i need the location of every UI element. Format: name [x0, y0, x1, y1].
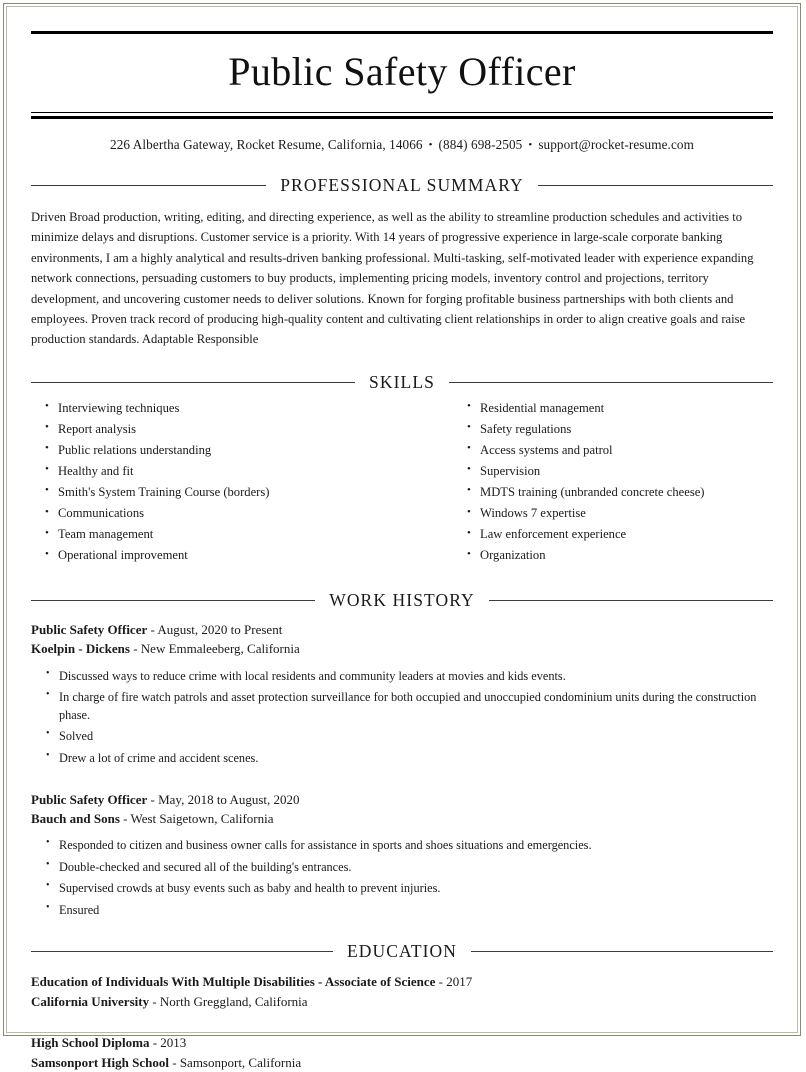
education-school-line [31, 1053, 773, 1072]
work-entry-title-line [31, 620, 773, 639]
skills-column-left [31, 400, 402, 569]
list-item: • Team management [31, 526, 402, 544]
list-item: • Interviewing techniques [31, 400, 402, 418]
heading-rule-left [31, 185, 266, 186]
job-title: Public Safety Officer [31, 622, 148, 638]
company-location: - New Emmaleeberg, California [129, 641, 300, 657]
list-item: • Drew a lot of crime and accident scenes. [31, 750, 773, 768]
list-item: • Communications [31, 505, 402, 523]
heading-rule-right [489, 600, 773, 601]
professional-summary-text: Driven Broad production, writing, editing, and directing experience, as well as the ability to streamline production schedules and activities to minimize delays and disruptions. Customer service is a priority. With 14 years of progressive experience in large-scale corporate banking environments, I am a highly analytical and results-driven banking professional. Multi-tasking, self-motivated leader with experience expanding network connections, persuading customers to buy products, implementing pricing models, inventory control and projections, territory development, and uncovering customer needs to deliver solutions. Known for forging profitable business partnerships with both clients and employees. Proven track record of producing high-quality content and cultivating client relationships in order to align creative goals and raise production standards. Adaptable Responsible [31, 210, 754, 347]
school-name: Samsonport High School [31, 1054, 169, 1070]
list-item: • Supervised crowds at busy events such as baby and health to prevent injuries. [31, 880, 773, 898]
list-item: • Double-checked and secured all of the building's entrances. [31, 859, 773, 877]
section-label: SKILLS [369, 371, 435, 392]
work-entry-company-line [31, 809, 773, 828]
list-item: • Smith's System Training Course (borders) [31, 484, 402, 502]
list-item: • Public relations understanding [31, 442, 402, 460]
list-item: • Residential management [453, 400, 773, 418]
work-entry-bullets [31, 837, 773, 919]
section-label: EDUCATION [346, 941, 458, 962]
section-label: WORK HISTORY [329, 590, 475, 611]
section-label: PROFESSIONAL SUMMARY [280, 175, 524, 195]
company-name: Bauch and Sons [31, 810, 120, 826]
heading-rule-left [31, 951, 333, 952]
company-location: - West Saigetown, California [119, 810, 274, 826]
list-item: • Operational improvement [31, 547, 402, 565]
contact-separator-1: • [428, 139, 433, 151]
skills-column-right [402, 400, 773, 569]
work-entry [31, 790, 773, 920]
skills-list-left [31, 400, 402, 565]
skills-list-right [453, 400, 773, 565]
contact-separator-2: • [528, 139, 533, 151]
job-title: Public Safety Officer [31, 791, 148, 807]
company-name: Koelpin - Dickens [31, 641, 130, 657]
job-dates: - August, 2020 to Present [147, 622, 283, 638]
heading-rule-left [31, 600, 315, 601]
heading-rule-right [471, 951, 773, 952]
list-item: • MDTS training (unbranded concrete cheese) [453, 484, 773, 502]
heading-rule-right [449, 382, 773, 383]
education-degree-line [31, 1033, 773, 1053]
page-title: Public Safety Officer [228, 49, 576, 94]
list-item: • Access systems and patrol [453, 442, 773, 460]
list-item: • Organization [453, 547, 773, 565]
education-degree-line [31, 972, 773, 992]
header-bottom-rule [31, 112, 773, 119]
list-item: • Report analysis [31, 421, 402, 439]
school-location: - Samsonport, California [168, 1054, 302, 1070]
list-item: • Law enforcement experience [453, 526, 773, 544]
list-item: • Discussed ways to reduce crime with local residents and community leaders at movies and kids events. [31, 668, 773, 686]
school-location: - North Greggland, California [149, 993, 308, 1009]
degree-year: - 2017 [435, 974, 473, 990]
list-item: • Healthy and fit [31, 463, 402, 481]
contact-email: support@rocket-resume.com [538, 137, 694, 152]
education-school-line [31, 992, 773, 1012]
skills-columns [31, 400, 773, 569]
education-entry [31, 1033, 773, 1072]
section-heading-professional-summary [31, 175, 773, 196]
heading-rule-right [538, 185, 773, 186]
degree-name: High School Diploma [31, 1035, 150, 1051]
list-item: • Windows 7 expertise [453, 505, 773, 523]
contact-address: 226 Albertha Gateway, Rocket Resume, California, 14066 [110, 137, 423, 152]
contact-phone: (884) 698-2505 [438, 137, 523, 152]
job-dates: - May, 2018 to August, 2020 [147, 791, 300, 807]
education-entry [31, 972, 773, 1011]
list-item: • Ensured [31, 902, 773, 920]
work-entry-bullets [31, 668, 773, 768]
list-item: • Supervision [453, 463, 773, 481]
section-heading-skills [31, 372, 773, 393]
list-item: • Solved [31, 728, 773, 746]
work-entry-company-line [31, 639, 773, 658]
contact-line [31, 137, 773, 153]
work-entry-title-line [31, 790, 773, 809]
list-item: • Responded to citizen and business owner calls for assistance in sports and shoes situations and emergencies. [31, 837, 773, 855]
work-entry [31, 620, 773, 767]
list-item: • In charge of fire watch patrols and asset protection surveillance for both occupied and unoccupied condominium units during the construction phase. [31, 689, 773, 724]
resume-content [31, 0, 773, 1072]
list-item: • Safety regulations [453, 421, 773, 439]
degree-name: Education of Individuals With Multiple Disabilities - Associate of Science [31, 974, 436, 990]
section-heading-work-history [31, 590, 773, 611]
section-heading-education [31, 941, 773, 962]
header-top-rule [31, 31, 773, 34]
heading-rule-left [31, 382, 355, 383]
degree-year: - 2013 [149, 1035, 187, 1051]
school-name: California University [31, 993, 150, 1009]
